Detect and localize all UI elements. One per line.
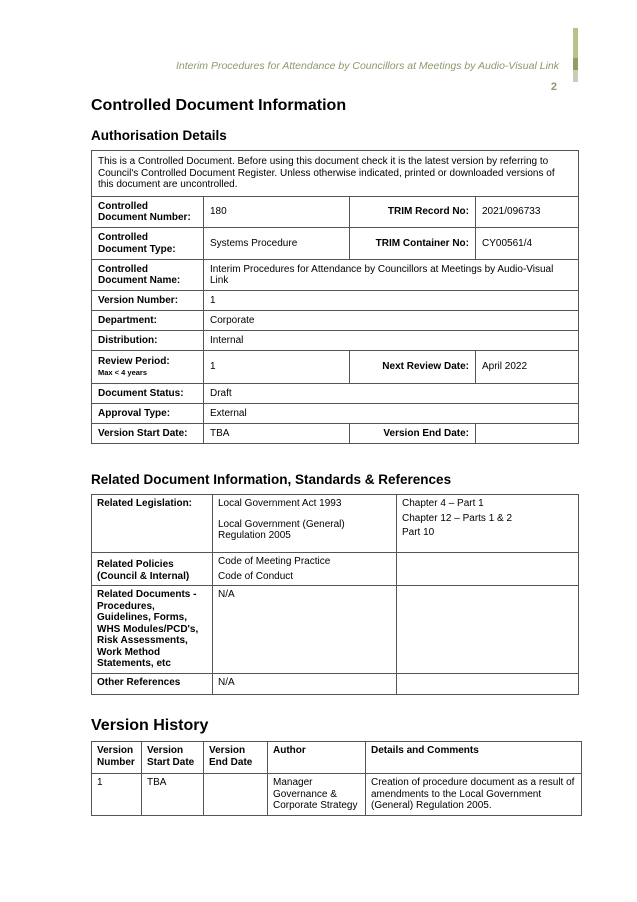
version-label: Version Number: [92,291,204,311]
other-refs-cell [397,673,579,694]
distribution-label: Distribution: [92,331,204,351]
page-title: Controlled Document Information [91,97,347,114]
running-header-title: Interim Procedures for Attendance by Councillors at Meetings by Audio-Visual Link [175,60,559,72]
policy-item: Code of Meeting Practice [218,556,331,567]
version-value: 1 [204,291,579,311]
review-sub: Max < 4 years [98,368,147,377]
legislation-label: Related Legislation: [92,495,213,553]
legislation-ref: Part 10 [402,527,435,538]
documents-label: Related Documents - Procedures, Guidelines, Forms, WHS Modules/PCD's, Risk Assessments, Work Method Statements, etc [92,586,213,674]
column-header: Details and Comments [366,742,582,774]
start-value: TBA [204,424,350,444]
trim-container-label: TRIM Container No: [350,228,476,260]
trim-record-value: 2021/096733 [476,197,579,228]
next-review-label: Next Review Date: [350,351,476,384]
name-value: Interim Procedures for Attendance by Councillors at Meetings by Audio-Visual Link [204,260,579,291]
review-value: 1 [204,351,350,384]
page-number: 2 [550,81,557,93]
type-label: Controlled Document Type: [92,228,204,260]
next-review-value: April 2022 [476,351,579,384]
version-history-heading: Version History [91,717,209,734]
other-value: N/A [213,673,397,694]
number-value: 180 [204,197,350,228]
related-table [91,494,579,695]
column-header: Version Number [92,742,142,774]
number-label: Controlled Document Number: [92,197,204,228]
documents-value: N/A [213,586,397,674]
table-row [92,774,582,816]
authorisation-table [91,150,579,444]
distribution-value: Internal [204,331,579,351]
policies-cell [213,553,397,586]
status-value: Draft [204,384,579,404]
version-end-cell [204,774,268,816]
documents-refs-cell [397,586,579,674]
header-accent-bar [573,28,578,58]
authorisation-heading: Authorisation Details [91,128,227,143]
version-number-cell: 1 [92,774,142,816]
approval-value: External [204,404,579,424]
other-label: Other References [92,673,213,694]
legislation-cell [213,495,397,553]
trim-container-value: CY00561/4 [476,228,579,260]
trim-record-label: TRIM Record No: [350,197,476,228]
policy-item: Code of Conduct [218,570,294,582]
header-accent-bar [573,58,578,70]
version-start-cell: TBA [142,774,204,816]
status-label: Document Status: [92,384,204,404]
approval-label: Approval Type: [92,404,204,424]
column-header: Author [268,742,366,774]
header-accent-bar [573,70,578,82]
legislation-item: Local Government (General) Regulation 2005 [218,518,345,541]
department-value: Corporate [204,311,579,331]
start-label: Version Start Date: [92,424,204,444]
legislation-ref: Chapter 12 – Parts 1 & 2 [402,512,513,524]
author-cell: Manager Governance & Corporate Strategy [268,774,366,816]
end-label: Version End Date: [350,424,476,444]
controlled-notice: This is a Controlled Document. Before using this document check it is the latest version by referring to Council's Controlled Document Register. Unless otherwise indicated, printed or downloaded versions of this document are uncontrolled. [92,151,579,197]
policies-label: Related Policies (Council & Internal) [92,553,213,586]
name-label: Controlled Document Name: [92,260,204,291]
details-cell: Creation of procedure document as a result of amendments to the Local Government (General) Regulation 2005. [366,774,582,816]
column-header: Version End Date [204,742,268,774]
column-header: Version Start Date [142,742,204,774]
related-heading: Related Document Information, Standards & References [91,472,452,487]
type-value: Systems Procedure [204,228,350,260]
policies-refs-cell [397,553,579,586]
legislation-item: Local Government Act 1993 [218,498,342,509]
review-label: Review Period: [98,355,170,367]
version-history-table [91,741,582,816]
legislation-refs-cell [397,495,579,553]
review-period-cell [92,351,204,384]
department-label: Department: [92,311,204,331]
legislation-ref: Chapter 4 – Part 1 [402,498,484,509]
end-value [476,424,579,444]
